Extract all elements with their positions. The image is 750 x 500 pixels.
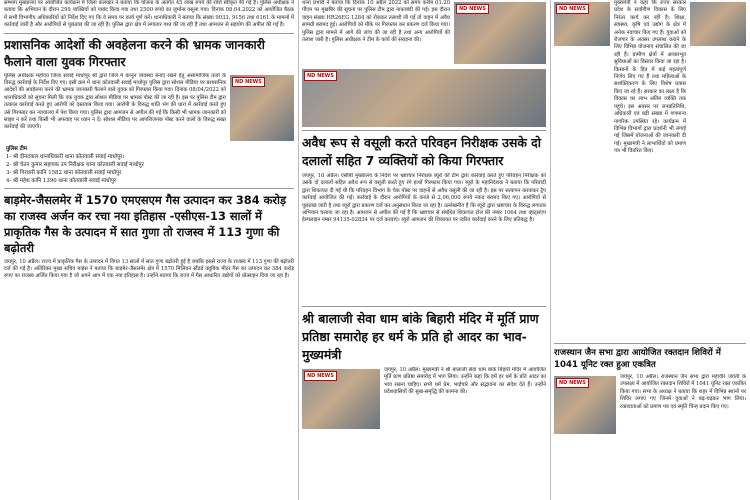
article-body: जयपुर, 10 अप्रैल। एसीबी मुख्यालय के निर्देश पर भ्रष्टाचार निरोधक ब्यूरो की टीम द्वारा कार्रवाई करते हुए परिवहन निरीक्षक को उसके दो दलालों सहित अवैध रूप से वसूली करते हुए रंगे हाथों गिरफ्तार किया गया। ब्यूरो के महानिदेशक ने बताया कि परिवादी द्वारा शिकायत दी गई थी कि परिवहन विभाग के चेक पोस्ट पर वाहनों से अवैध वसूली की जा रही है। इस पर सत्यापन करवाकर ट्रैप कार्रवाई आयोजित की गई। कार्रवाई के दौरान आरोपियों के कब्जे से 2,06,000 रुपये नकद बरामद किए गए। आरोपियों से पूछताछ जारी है तथा ब्यूरो द्वारा प्रकरण दर्ज कर अनुसंधान किया जा रहा है। उल्लेखनीय है कि ब्यूरो द्वारा भ्रष्टाचार के विरुद्ध लगातार अभियान चलाया जा रहा है। आमजन से अपील की गई है कि भ्रष्टाचार से संबंधित शिकायत टोल फ्री नम्बर 1064 तथा व्हाट्सएप हेल्पलाइन नम्बर 94135-02834 पर दर्ज करवाएं। ब्यूरो आमजन की शिकायत पर त्वरित कार्रवाई करने के लिए प्रतिबद्ध है। xyxy=(302,173,546,224)
article-body: जयपुर, 10 अप्रैल। राजस्थान जैन सभा द्वारा महावीर जयंती के उपलक्ष्य में आयोजित रक्तदान शिविरों में 1041 यूनिट रक्त एकत्रित किया गया। सभा के अध्यक्ष ने बताया कि शहर में विभिन्न स्थानों पर शिविर लगाए गए जिनमें युवाओं ने बढ़-चढ़कर भाग लिया। रक्तदाताओं को प्रमाण पत्र एवं स्मृति चिन्ह प्रदान किए गए। xyxy=(620,374,746,410)
channel-logo: ND NEWS xyxy=(304,371,337,381)
article-body: सम्भाग मुख्यालय पर आयोजित कार्यक्रम में जिला कलक्टर ने बताया कि योजना के अंतर्गत 45 लाख रुपये की राशि स्वीकृत की गई है। पुलिस अधीक्षक ने बताया कि अभियान के दौरान 299 व्यक्तियों को पाबंद किया गया तथा 2500 रुपये का जुर्माना वसूला गया। दिनांक 08.04.2022 को आयोजित बैठक में सभी विभागीय अधिकारियों को निर्देश दिए गए कि वे समय पर कार्य पूर्ण करें। थानाधिकारी ने बताया कि संख्या 9033, 9156 तथा 6161 के मामलों में कार्रवाई जारी है और आरोपियों से पूछताछ की जा रही है। पुलिस द्वारा क्षेत्र में लगातार गश्त की जा रही है तथा आमजन से सहयोग की अपील की गई है। xyxy=(4,0,294,29)
police-team-list xyxy=(4,145,294,185)
channel-logo: ND NEWS xyxy=(304,71,337,81)
news-photo xyxy=(454,2,546,64)
channel-logo: ND NEWS xyxy=(556,378,589,388)
column-divider xyxy=(550,0,551,500)
divider xyxy=(4,33,294,34)
column-middle xyxy=(302,0,546,500)
article-body: जयपुर, 10 अप्रैल। मुख्यमंत्री ने श्री बालाजी सेवा धाम बांके बिहारी मंदिर में आयोजित मूर्ति प्राण प्रतिष्ठा समारोह में भाग लिया। उन्होंने कहा कि हमें हर धर्म के प्रति आदर का भाव रखना चाहिए। सभी धर्म प्रेम, भाईचारे और सद्भावना का संदेश देते हैं। उन्होंने प्रदेशवासियों की सुख-समृद्धि की कामना की। xyxy=(384,367,546,396)
column-right xyxy=(554,0,746,500)
article-body: पुलिस अधीक्षक महोदय जिला सवाई माधोपुर श्री द्वारा जिले में कानून व्यवस्था बनाए रखने हेतु असामाजिक तत्वों के विरुद्ध कार्रवाई के निर्देश दिए गए। इसी क्रम में थाना कोतवाली सवाई माधोपुर पुलिस द्वारा सोशल मीडिया पर प्रशासनिक आदेशों की अवहेलना करने की भ्रामक जानकारी फैलाने वाले युवक को गिरफ्तार किया गया। दिनांक 08/04/2022 को थानाधिकारी को सूचना मिली कि एक युवक द्वारा सोशल मीडिया पर भ्रामक पोस्ट की जा रही है। इस पर पुलिस टीम द्वारा तत्काल कार्रवाई करते हुए आरोपी को दस्तयाब किया गया। आरोपी के विरुद्ध शांति भंग की धारा में कार्रवाई करते हुए उसे गिरफ्तार कर न्यायालय में पेश किया गया। पुलिस द्वारा आमजन से अपील की गई कि किसी भी भ्रामक जानकारी को साझा न करें तथा किसी भी अफवाह पर ध्यान न दें। सोशल मीडिया पर आपत्तिजनक पोस्ट करने वालों के विरुद्ध सख्त कार्रवाई की जाएगी। xyxy=(4,72,226,131)
channel-logo: ND NEWS xyxy=(556,4,589,14)
news-photo xyxy=(230,75,294,141)
column-left xyxy=(4,0,294,500)
divider xyxy=(4,188,294,189)
article-body: मुख्यमंत्री ने कहा कि राज्य सरकार प्रदेश के सर्वांगीण विकास के लिए निरंतर कार्य कर रही है। शिक्षा, स्वास्थ्य, कृषि एवं उद्योग के क्षेत्र में अनेक नवाचार किए गए हैं। युवाओं को रोजगार के अवसर उपलब्ध कराने के लिए विभिन्न योजनाएं संचालित की जा रही हैं। ग्रामीण क्षेत्रों में आधारभूत सुविधाओं का विस्तार किया जा रहा है। किसानों के हित में कई महत्वपूर्ण निर्णय लिए गए हैं तथा महिलाओं के सशक्तिकरण के लिए विशेष प्रयास किए जा रहे हैं। सरकार का लक्ष्य है कि विकास का लाभ अंतिम व्यक्ति तक पहुंचे। इस अवसर पर जनप्रतिनिधि, अधिकारी एवं बड़ी संख्या में गणमान्य नागरिक उपस्थित रहे। कार्यक्रम में विभिन्न विभागों द्वारा प्रदर्शनी भी लगाई गई जिसमें योजनाओं की जानकारी दी गई। मुख्यमंत्री ने लाभार्थियों को प्रमाण पत्र भी वितरित किए। xyxy=(614,0,686,155)
news-photo xyxy=(554,2,610,46)
team-member: 2- श्री चेतन कुमार सहायक उप निरीक्षक थाना कोतवाली सवाई माधोपुर xyxy=(6,161,144,168)
article-body: जयपुर, 10 अप्रैल। राज्य में प्राकृतिक गैस के उत्पादन में विगत 13 सालों में सात गुणा बढ़ोतरी हुई है जबकि इससे राज्य के राजस्व में 113 गुणा की बढ़ोतरी दर्ज की गई है। अतिरिक्त मुख्य सचिव माइंस ने बताया कि बाड़मेर-जैसलमेर क्षेत्र में 1570 मिलियन स्टैंडर्ड क्यूबिक मीटर गैस का उत्पादन कर 384 करोड़ रुपए का राजस्व अर्जित किया गया है जो अपने आप में एक नया इतिहास है। उन्होंने बताया कि राज्य में गैस आधारित उद्योगों को प्रोत्साहन दिया जा रहा है। xyxy=(4,258,294,280)
team-member: 3- श्री गिरधारी कानि 1582 थाना कोतवाली सवाई माधोपुर xyxy=(6,169,122,176)
article-body: थाना प्रभारी ने बताया कि दिनांक 10 अप्रैल 2022 को समय करीब 01.20 पीएम पर मुखबिर की सूचना पर पुलिस टीम द्वारा नाकाबंदी की गई। इस दौरान वाहन संख्या HR26EG 1284 को रोककर तलाशी ली गई तो वाहन में अवैध सामग्री बरामद हुई। आरोपियों को मौके पर गिरफ्तार कर प्रकरण दर्ज किया गया। पुलिस द्वारा मामले में आगे की जांच की जा रही है तथा अन्य आरोपियों की तलाश जारी है। पुलिस अधीक्षक ने टीम के कार्य की सराहना की। xyxy=(302,0,450,44)
article-headline: राजस्थान जैन सभा द्वारा आयोजित रक्तदान शिविरों में 1041 यूनिट रक्त हुआ एकत्रित xyxy=(554,348,721,370)
divider xyxy=(302,130,546,131)
column-divider xyxy=(298,0,299,500)
team-label: पुलिस टीम xyxy=(6,145,27,152)
article-headline: अवैध रूप से वसूली करते परिवहन निरीक्षक उसके दो दलालों सहित 7 व्यक्तियों को किया गिरफ्तार xyxy=(302,135,541,168)
news-photo xyxy=(302,369,380,429)
article-headline: श्री बालाजी सेवा धाम बांके बिहारी मंदिर में मूर्ति प्राण प्रतिष्ठा समारोह हर धर्म के प्रति हो आदर का भाव-मुख्यमंत्री xyxy=(302,311,539,362)
team-member: 4- श्री महेश कानि 1390 थाना कोतवाली सवाई माधोपुर xyxy=(6,177,117,184)
news-photo xyxy=(690,2,746,46)
article-headline: बाड़मेर-जैसलमेर में 1570 एमएसएम गैस उत्पादन कर 384 करोड़ का राजस्व अर्जन कर रचा नया इतिहास -एसीएस-13 सालों में प्राकृतिक गैस के उत्पादन में सात गुणा तो राजस्व में 113 गुणा की बढ़ोतरी xyxy=(4,192,287,255)
team-member: 1- श्री दीनदयाल थानाधिकारी थाना कोतवाली सवाई माधोपुर। xyxy=(6,153,125,160)
channel-logo: ND NEWS xyxy=(232,77,265,87)
channel-logo: ND NEWS xyxy=(456,4,489,14)
news-photo xyxy=(302,69,546,127)
divider xyxy=(554,343,746,344)
divider xyxy=(302,306,546,307)
article-headline: प्रशासनिक आदेशों की अवहेलना करने की भ्रामक जानकारी फैलाने वाला युवक गिरफ्तार xyxy=(4,37,265,69)
news-photo xyxy=(554,376,616,434)
